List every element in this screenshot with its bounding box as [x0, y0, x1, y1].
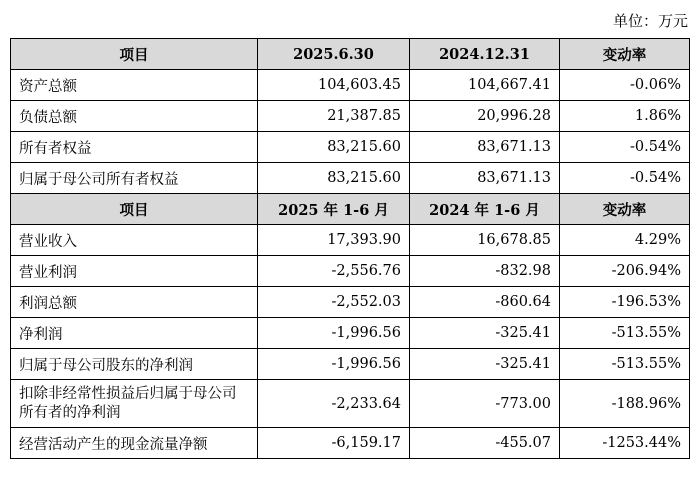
row-change: -0.06% — [560, 70, 690, 101]
header-change-rate: 变动率 — [560, 39, 690, 70]
table-row — [11, 380, 690, 428]
table-row — [11, 70, 690, 101]
row-value-2: 83,671.13 — [410, 132, 560, 163]
unit-label: 单位：万元 — [612, 12, 688, 30]
financial-table — [10, 38, 690, 459]
row-value-2: -773.00 — [410, 380, 560, 428]
row-value-1: -1,996.56 — [258, 349, 410, 380]
row-label: 利润总额 — [11, 287, 258, 318]
row-label: 负债总额 — [11, 101, 258, 132]
row-label: 经营活动产生的现金流量净额 — [11, 428, 258, 459]
row-change: -0.54% — [560, 132, 690, 163]
row-value-1: -2,233.64 — [258, 380, 410, 428]
row-change: -513.55% — [560, 318, 690, 349]
header-item: 项目 — [11, 194, 258, 225]
row-label: 营业利润 — [11, 256, 258, 287]
row-value-2: -860.64 — [410, 287, 560, 318]
row-change: -513.55% — [560, 349, 690, 380]
table-row — [11, 101, 690, 132]
table-row — [11, 163, 690, 194]
row-value-2: -832.98 — [410, 256, 560, 287]
row-value-2: 83,671.13 — [410, 163, 560, 194]
table-row — [11, 256, 690, 287]
table-header-income — [11, 194, 690, 225]
row-value-2: 16,678.85 — [410, 225, 560, 256]
row-change: -196.53% — [560, 287, 690, 318]
row-value-2: 20,996.28 — [410, 101, 560, 132]
table-row — [11, 132, 690, 163]
row-value-1: -2,556.76 — [258, 256, 410, 287]
row-label: 归属于母公司股东的净利润 — [11, 349, 258, 380]
header-period-1: 2025 年 1-6 月 — [258, 194, 410, 225]
row-label: 净利润 — [11, 318, 258, 349]
row-value-1: 17,393.90 — [258, 225, 410, 256]
row-change: -206.94% — [560, 256, 690, 287]
row-value-1: -6,159.17 — [258, 428, 410, 459]
header-item: 项目 — [11, 39, 258, 70]
row-change: 4.29% — [560, 225, 690, 256]
row-label: 资产总额 — [11, 70, 258, 101]
row-label: 所有者权益 — [11, 132, 258, 163]
row-value-2: -325.41 — [410, 349, 560, 380]
row-change: 1.86% — [560, 101, 690, 132]
row-value-2: -455.07 — [410, 428, 560, 459]
row-label: 扣除非经常性损益后归属于母公司所有者的净利润 — [11, 380, 258, 428]
table-row — [11, 225, 690, 256]
table-row — [11, 349, 690, 380]
row-label: 营业收入 — [11, 225, 258, 256]
row-value-1: 83,215.60 — [258, 163, 410, 194]
row-change: -1253.44% — [560, 428, 690, 459]
table-header-balance — [11, 39, 690, 70]
header-period-2: 2024.12.31 — [410, 39, 560, 70]
table-row — [11, 428, 690, 459]
row-label: 归属于母公司所有者权益 — [11, 163, 258, 194]
header-period-1: 2025.6.30 — [258, 39, 410, 70]
row-value-2: -325.41 — [410, 318, 560, 349]
row-value-1: 21,387.85 — [258, 101, 410, 132]
row-value-1: 83,215.60 — [258, 132, 410, 163]
table-row — [11, 287, 690, 318]
header-change-rate: 变动率 — [560, 194, 690, 225]
table-row — [11, 318, 690, 349]
row-value-1: 104,603.45 — [258, 70, 410, 101]
row-value-1: -1,996.56 — [258, 318, 410, 349]
row-value-2: 104,667.41 — [410, 70, 560, 101]
row-change: -188.96% — [560, 380, 690, 428]
row-change: -0.54% — [560, 163, 690, 194]
row-value-1: -2,552.03 — [258, 287, 410, 318]
header-period-2: 2024 年 1-6 月 — [410, 194, 560, 225]
